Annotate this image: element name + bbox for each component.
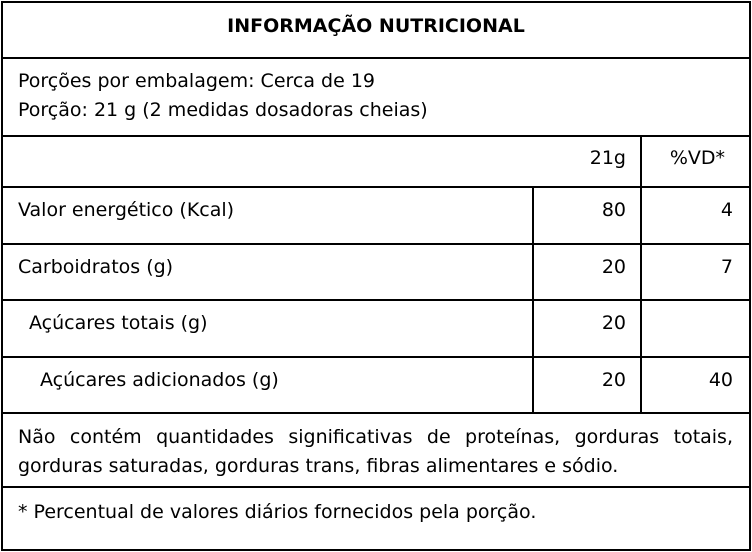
note-line: Não contém quantidades significativas de proteínas, gorduras totais, <box>18 426 733 448</box>
nutrition-facts-table <box>1 1 751 551</box>
divider <box>3 356 749 358</box>
divider <box>3 57 749 59</box>
note-line: gorduras saturadas, gorduras trans, fibras alimentares e sódio. <box>18 455 619 477</box>
divider <box>3 243 749 245</box>
dv-column-header: %VD* <box>669 147 725 169</box>
row-label-energy: Valor energético (Kcal) <box>18 199 235 221</box>
row-dv-carbohydrates: 7 <box>720 256 733 278</box>
serving-size: Porção: 21 g (2 medidas dosadoras cheias) <box>18 99 428 121</box>
row-dv-energy: 4 <box>720 199 733 221</box>
divider <box>3 299 749 301</box>
row-label-carbohydrates: Carboidratos (g) <box>18 256 174 278</box>
divider <box>3 186 749 188</box>
amount-column-header: 21g <box>589 147 626 169</box>
table-title: INFORMAÇÃO NUTRICIONAL <box>227 15 525 37</box>
row-dv-added-sugars: 40 <box>708 369 733 391</box>
column-divider <box>640 137 642 412</box>
row-amount-total-sugars: 20 <box>601 312 626 334</box>
divider <box>3 412 749 414</box>
row-label-total-sugars: Açúcares totais (g) <box>29 312 208 334</box>
insignificant-nutrients-note <box>18 423 733 481</box>
row-amount-energy: 80 <box>601 199 626 221</box>
row-amount-carbohydrates: 20 <box>601 256 626 278</box>
row-amount-added-sugars: 20 <box>601 369 626 391</box>
daily-value-footnote: * Percentual de valores diários fornecidos pela porção. <box>18 501 537 523</box>
servings-per-package: Porções por embalagem: Cerca de 19 <box>18 70 376 92</box>
row-label-added-sugars: Açúcares adicionados (g) <box>40 369 279 391</box>
column-divider <box>532 188 534 412</box>
divider <box>3 486 749 488</box>
divider <box>3 135 749 137</box>
